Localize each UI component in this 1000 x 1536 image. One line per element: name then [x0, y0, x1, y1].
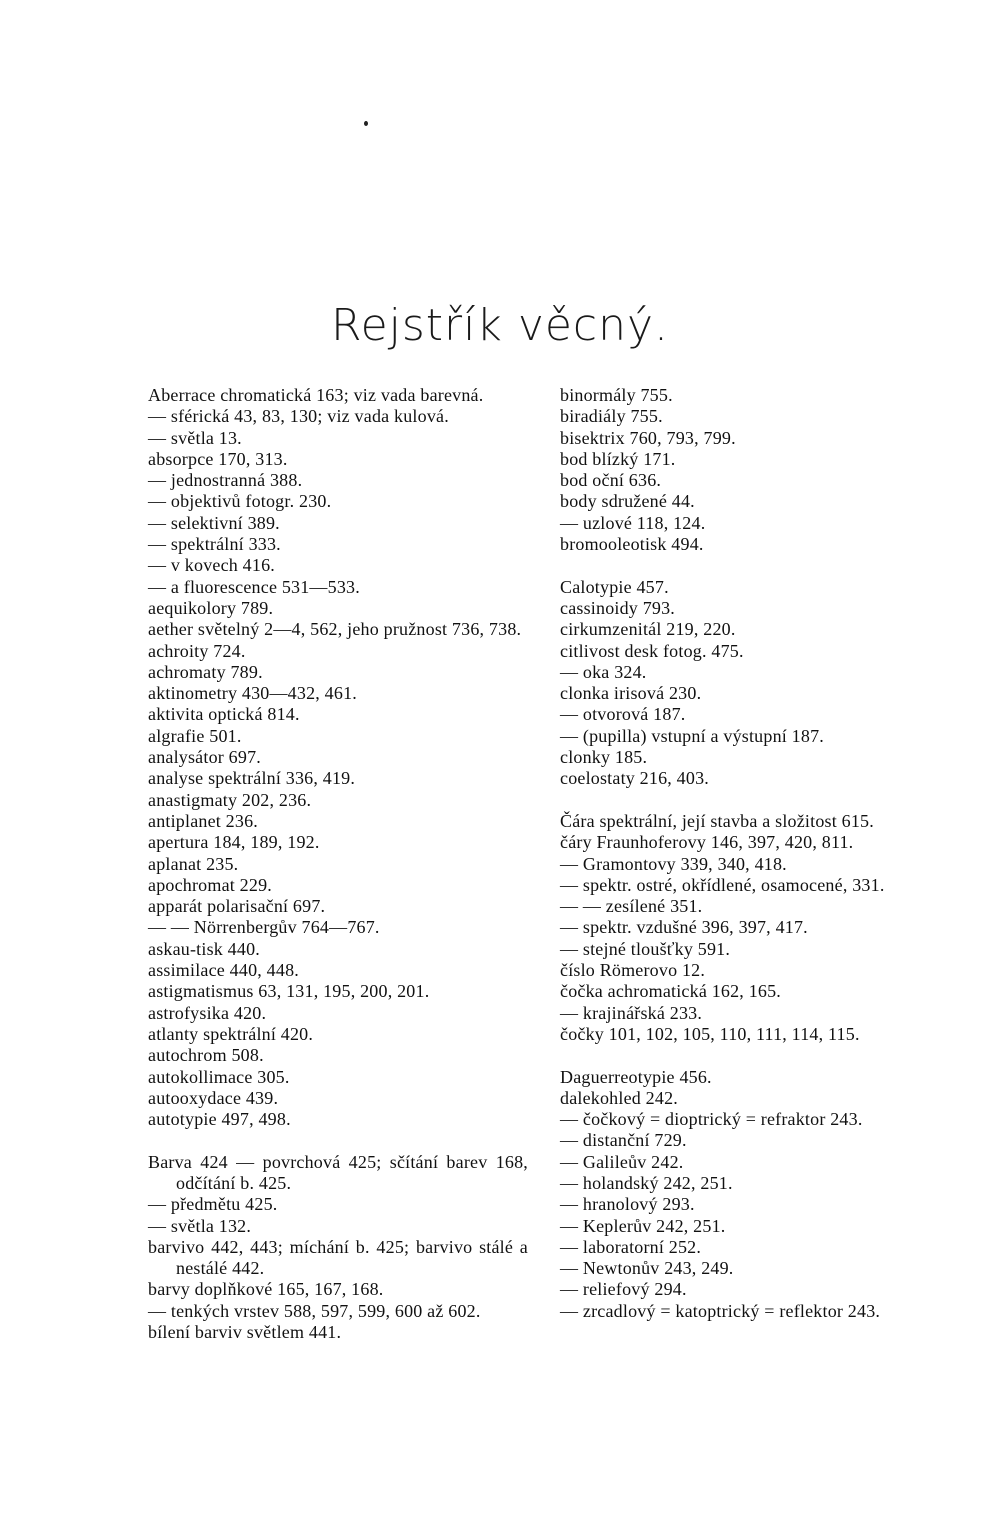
index-entry: dalekohled 242.: [560, 1087, 678, 1108]
index-entry: — krajinářská 233.: [560, 1002, 703, 1023]
index-entry: bod blízký 171.: [560, 448, 676, 469]
index-entry: — — zesílené 351.: [560, 896, 703, 917]
entry-group-c: [560, 577, 950, 790]
entry-group-b: [560, 385, 950, 555]
index-entry: — stejné tloušťky 591.: [560, 938, 731, 959]
index-entry: číslo Römerovo 12.: [560, 960, 706, 981]
index-entry: bromooleotisk 494.: [560, 534, 704, 555]
index-entry: atlanty spektrální 420.: [148, 1023, 314, 1044]
index-entry: body sdružené 44.: [560, 491, 695, 512]
index-entry: binormály 755.: [560, 385, 673, 405]
index-entry: analysátor 697.: [148, 747, 261, 768]
index-entry: čáry Fraunhoferovy 146, 397, 420, 811.: [560, 832, 854, 853]
index-entry: apochromat 229.: [148, 874, 272, 895]
group-gap: [560, 555, 950, 576]
index-entry: čočky 101, 102, 105, 110, 111, 114, 115.: [560, 1023, 860, 1044]
index-entry: — v kovech 416.: [148, 555, 275, 576]
index-entry: aequikolory 789.: [148, 597, 274, 618]
index-entry: askau-tisk 440.: [148, 938, 260, 959]
index-entry: — jednostranná 388.: [148, 470, 303, 491]
index-entry: Barva 424 — povrchová 425; sčítání barev 168, odčítání b. 425.: [148, 1151, 528, 1193]
index-entry: — otvorová 187.: [560, 704, 686, 725]
index-entry: aether světelný 2—4, 562, jeho pružnost 736, 738.: [148, 619, 522, 640]
index-entry: aplanat 235.: [148, 853, 239, 874]
index-entry: — Galileův 242.: [560, 1151, 684, 1172]
index-entry: autokollimace 305.: [148, 1066, 290, 1087]
index-entry: bod oční 636.: [560, 470, 662, 491]
index-entry: — světla 13.: [148, 427, 242, 448]
page-title: Rejstřík věcný.: [330, 300, 670, 351]
index-entry: — holandský 242, 251.: [560, 1172, 733, 1193]
index-entry: Aberrace chromatická 163; viz vada barevná.: [148, 385, 484, 405]
index-entry: biradiály 755.: [560, 406, 663, 427]
group-gap: [560, 790, 950, 811]
index-entry: — — Nörrenbergův 764—767.: [148, 917, 380, 938]
index-entry: — zrcadlový = katoptrický = reflektor 243.: [560, 1300, 881, 1321]
index-entry: — a fluorescence 531—533.: [148, 576, 360, 597]
index-entry: absorpce 170, 313.: [148, 448, 288, 469]
index-entry: čočka achromatická 162, 165.: [560, 981, 782, 1002]
index-entry: bílení barviv světlem 441.: [148, 1322, 342, 1343]
index-entry: — objektivů fotogr. 230.: [148, 491, 332, 512]
index-entry: achromaty 789.: [148, 661, 263, 682]
index-entry: — selektivní 389.: [148, 512, 280, 533]
index-entry: clonka irisová 230.: [560, 683, 702, 704]
index-entry: astigmatismus 63, 131, 195, 200, 201.: [148, 981, 430, 1002]
index-column-right: [560, 385, 950, 1322]
index-entry: — laboratorní 252.: [560, 1236, 702, 1257]
index-entry: aktivita optická 814.: [148, 704, 300, 725]
index-entry: astrofysika 420.: [148, 1002, 267, 1023]
index-entry: cassinoidy 793.: [560, 597, 675, 618]
index-entry: autooxydace 439.: [148, 1087, 279, 1108]
index-entry: barvy doplňkové 165, 167, 168.: [148, 1279, 384, 1300]
entry-group-a: [148, 385, 528, 1130]
index-entry: autotypie 497, 498.: [148, 1109, 291, 1130]
index-entry: apertura 184, 189, 192.: [148, 832, 320, 853]
group-gap: [148, 1130, 528, 1151]
index-entry: clonky 185.: [560, 747, 648, 768]
index-entry: — Gramontovy 339, 340, 418.: [560, 853, 787, 874]
index-entry: achroity 724.: [148, 640, 246, 661]
index-entry: — sférická 43, 83, 130; viz vada kulová.: [148, 406, 449, 427]
index-entry: — spektr. vzdušné 396, 397, 417.: [560, 917, 808, 938]
index-entry: — tenkých vrstev 588, 597, 599, 600 až 602.: [148, 1300, 481, 1321]
index-entry: — spektrální 333.: [148, 534, 281, 555]
index-entry: bisektrix 760, 793, 799.: [560, 427, 736, 448]
index-column-left: [148, 385, 528, 1343]
index-entry: aktinometry 430—432, 461.: [148, 683, 357, 704]
index-entry: citlivost desk fotog. 475.: [560, 640, 744, 661]
index-entry: — čočkový = dioptrický = refraktor 243.: [560, 1109, 863, 1130]
index-entry: Daguerreotypie 456.: [560, 1066, 712, 1087]
index-entry: assimilace 440, 448.: [148, 960, 299, 981]
entry-group-b: [148, 1152, 528, 1344]
index-entry: — Keplerův 242, 251.: [560, 1215, 726, 1236]
index-entry: barvivo 442, 443; míchání b. 425; barvivo stálé a nestálé 442.: [148, 1236, 528, 1279]
index-entry: antiplanet 236.: [148, 810, 258, 831]
index-entry: apparát polarisační 697.: [148, 896, 326, 917]
entry-group-c-caron: [560, 811, 950, 1045]
index-entry: Čára spektrální, její stavba a složitost 615.: [560, 810, 874, 831]
index-entry: — oka 324.: [560, 661, 647, 682]
index-entry: — uzlové 118, 124.: [560, 512, 706, 533]
index-entry: — distanční 729.: [560, 1130, 687, 1151]
index-entry: cirkumzenitál 219, 220.: [560, 619, 736, 640]
ink-speck: [364, 121, 368, 126]
index-entry: — světla 132.: [148, 1215, 252, 1236]
index-entry: coelostaty 216, 403.: [560, 768, 709, 789]
index-entry: Calotypie 457.: [560, 576, 669, 597]
index-entry: — hranolový 293.: [560, 1194, 695, 1215]
index-entry: — předmětu 425.: [148, 1194, 278, 1215]
index-entry: autochrom 508.: [148, 1045, 264, 1066]
entry-group-d: [560, 1067, 950, 1323]
index-entry: analyse spektrální 336, 419.: [148, 768, 356, 789]
index-entry: — Newtonův 243, 249.: [560, 1258, 734, 1279]
index-entry: anastigmaty 202, 236.: [148, 789, 312, 810]
group-gap: [560, 1045, 950, 1066]
index-entry: — reliefový 294.: [560, 1279, 687, 1300]
index-entry: algrafie 501.: [148, 725, 242, 746]
index-entry: — (pupilla) vstupní a výstupní 187.: [560, 725, 824, 746]
index-entry: — spektr. ostré, okřídlené, osamocené, 331.: [560, 874, 885, 895]
